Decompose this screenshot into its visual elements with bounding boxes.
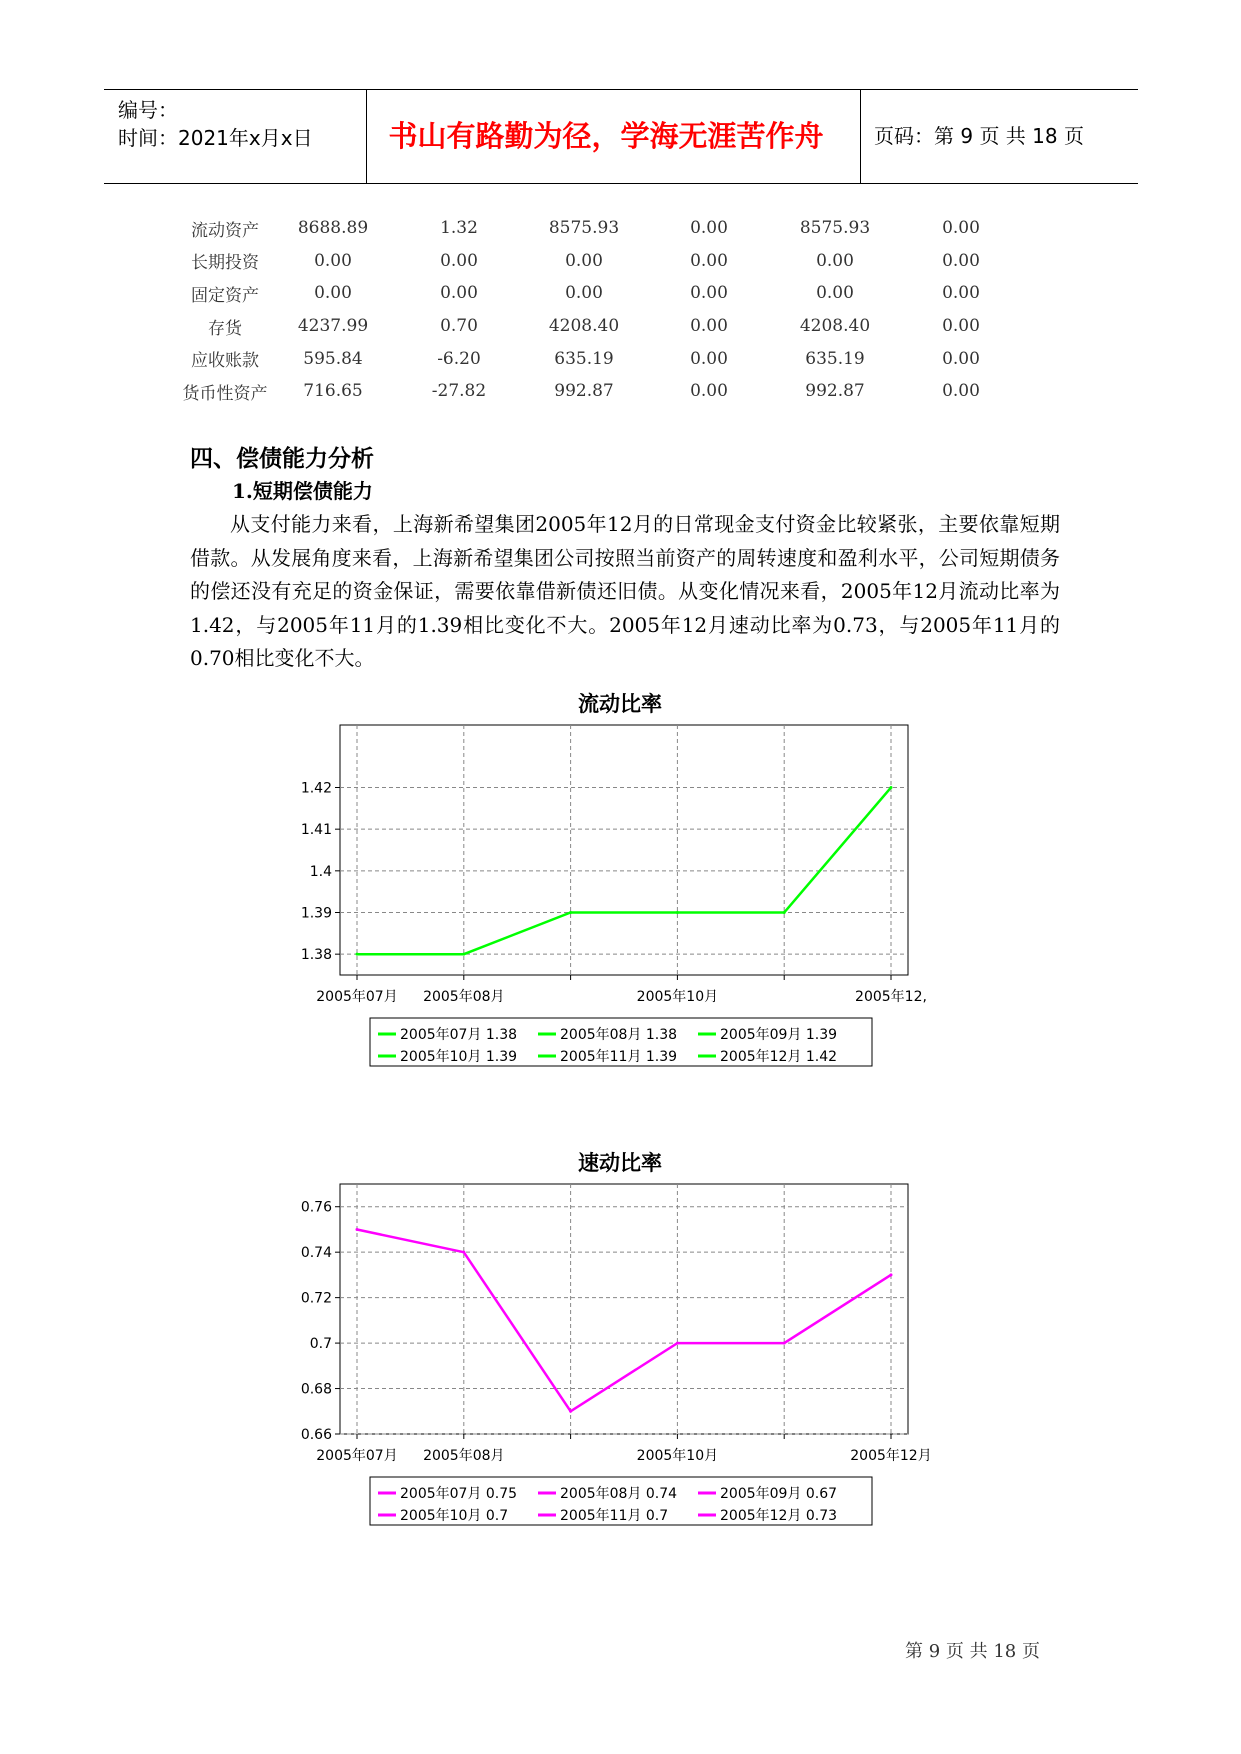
value-cell: 0.00 [690, 250, 728, 271]
value-cell: 0.00 [565, 250, 603, 271]
legend-entry: 2005年08月 0.74 [560, 1486, 678, 1502]
data-point [462, 1251, 465, 1254]
data-point [890, 786, 893, 789]
time-label: 时间：2021年x月x日 [118, 126, 313, 150]
y-tick-label: 0.68 [300, 1381, 332, 1398]
legend-entry: 2005年11月 1.39 [560, 1049, 678, 1065]
value-cell: 992.87 [554, 381, 614, 402]
data-point [890, 1273, 893, 1276]
serial-label: 编号： [118, 98, 178, 122]
value-cell: 4237.99 [297, 316, 369, 337]
x-tick-label: 2005年07月 [316, 989, 398, 1005]
value-cell: 0.00 [690, 283, 728, 304]
row-label-cell: 流动资产 [191, 220, 259, 241]
current-ratio-chart-svg [290, 683, 950, 1093]
y-tick-label: 1.38 [300, 947, 332, 964]
data-point [569, 911, 572, 914]
value-cell: 716.65 [303, 381, 363, 402]
row-label-cell: 应收账款 [191, 351, 259, 372]
legend-entry: 2005年10月 0.7 [400, 1508, 509, 1524]
header-page-label: 页码：第 9 页 共 18 页 [874, 124, 1084, 148]
value-cell: 0.00 [942, 348, 980, 369]
value-cell: 0.70 [440, 316, 478, 337]
legend-entry: 2005年07月 0.75 [400, 1486, 518, 1502]
data-point [356, 953, 359, 956]
data-point [783, 1342, 786, 1345]
row-label-cell: 存货 [208, 318, 242, 339]
value-cell: 0.00 [565, 283, 603, 304]
value-cell: 0.00 [690, 316, 728, 337]
header-divider [860, 90, 861, 183]
x-tick-label: 2005年07月 [316, 1448, 398, 1464]
value-cell: 992.87 [805, 381, 865, 402]
value-cell: 0.00 [314, 250, 352, 271]
table-row [180, 212, 1024, 245]
value-cell: 4208.40 [799, 316, 871, 337]
table-row [180, 245, 1024, 278]
value-cell: 4208.40 [548, 316, 620, 337]
row-label-cell: 货币性资产 [182, 383, 268, 404]
value-cell: 635.19 [554, 348, 614, 369]
y-tick-label: 0.7 [309, 1336, 332, 1353]
x-tick-label: 2005年10月 [636, 1448, 719, 1464]
y-tick-label: 0.74 [300, 1245, 332, 1262]
y-tick-label: 1.41 [300, 822, 332, 839]
value-cell: 0.00 [942, 381, 980, 402]
chart-title: 流动比率 [578, 692, 662, 716]
x-tick-label: 2005年12月 [850, 1448, 932, 1464]
value-cell: 0.00 [942, 218, 980, 239]
y-tick-label: 1.42 [300, 780, 332, 797]
table-row [180, 277, 1024, 310]
value-cell: -27.82 [431, 381, 487, 402]
value-cell: 8575.93 [548, 218, 620, 239]
x-tick-label: 2005年08月 [423, 989, 505, 1005]
data-point [676, 1342, 679, 1345]
page-header [104, 89, 1138, 184]
value-cell: 8575.93 [799, 218, 871, 239]
value-cell: 0.00 [690, 348, 728, 369]
legend-entry: 2005年07月 1.38 [400, 1027, 518, 1043]
page-footer: 第 9 页 共 18 页 [905, 1641, 1040, 1662]
legend-entry: 2005年11月 0.7 [560, 1508, 669, 1524]
value-cell: 0.00 [314, 283, 352, 304]
value-cell: 0.00 [942, 283, 980, 304]
legend-entry: 2005年09月 0.67 [720, 1486, 838, 1502]
value-cell: 0.00 [816, 250, 854, 271]
quick-ratio-chart [290, 1142, 950, 1552]
chart-title: 速动比率 [578, 1151, 662, 1175]
data-point [462, 953, 465, 956]
y-tick-label: 0.72 [300, 1290, 332, 1307]
data-point [569, 1410, 572, 1413]
row-label-cell: 固定资产 [191, 285, 259, 306]
data-point [356, 1228, 359, 1231]
table-row [180, 310, 1024, 343]
legend-entry: 2005年12月 0.73 [720, 1508, 838, 1524]
value-cell: 0.00 [440, 283, 478, 304]
legend-entry: 2005年09月 1.39 [720, 1027, 838, 1043]
value-cell: -6.20 [437, 348, 481, 369]
section-subheading: 1.短期偿债能力 [232, 479, 373, 503]
y-tick-label: 0.76 [300, 1199, 332, 1216]
value-cell: 8688.89 [297, 218, 369, 239]
value-cell: 0.00 [690, 381, 728, 402]
value-cell: 1.32 [440, 218, 478, 239]
header-motto: 书山有路勤为径，学海无涯苦作舟 [388, 119, 824, 153]
table-row [180, 375, 1024, 408]
table-row [180, 342, 1024, 375]
value-cell: 0.00 [942, 250, 980, 271]
data-point [676, 911, 679, 914]
data-point [783, 911, 786, 914]
analysis-paragraph: 从支付能力来看，上海新希望集团2005年12月的日常现金支付资金比较紧张，主要依靠短期借款。从发展角度来看，上海新希望集团公司按照当前资产的周转速度和盈利水平，公司短期债务的偿还没有充足的资金保证，需要依靠借新债还旧债。从变化情况来看，2005年12月流动比率为1.42，与2005年11月的1.39相比变化不大。2005年12月速动比率为0.73，与2005年11月的0.70相比变化不大。 [190, 512, 1060, 670]
y-tick-label: 1.4 [309, 863, 332, 880]
y-tick-label: 1.39 [300, 905, 332, 922]
value-cell: 0.00 [690, 218, 728, 239]
header-meta [118, 96, 313, 152]
plot-area [340, 725, 908, 975]
plot-area [340, 1184, 908, 1434]
x-tick-label: 2005年12, [855, 989, 927, 1005]
section-heading: 四、偿债能力分析 [190, 445, 374, 472]
row-label-cell: 长期投资 [191, 253, 259, 274]
x-tick-label: 2005年10月 [636, 989, 719, 1005]
asset-table [180, 212, 1024, 408]
quick-ratio-chart-svg [290, 1142, 950, 1552]
legend-entry: 2005年12月 1.42 [720, 1049, 838, 1065]
value-cell: 0.00 [942, 316, 980, 337]
value-cell: 0.00 [440, 250, 478, 271]
current-ratio-chart [290, 683, 950, 1093]
value-cell: 635.19 [805, 348, 865, 369]
y-tick-label: 0.66 [300, 1427, 332, 1443]
value-cell: 595.84 [303, 348, 363, 369]
value-cell: 0.00 [816, 283, 854, 304]
legend-entry: 2005年08月 1.38 [560, 1027, 678, 1043]
legend-entry: 2005年10月 1.39 [400, 1049, 518, 1065]
x-tick-label: 2005年08月 [423, 1448, 505, 1464]
